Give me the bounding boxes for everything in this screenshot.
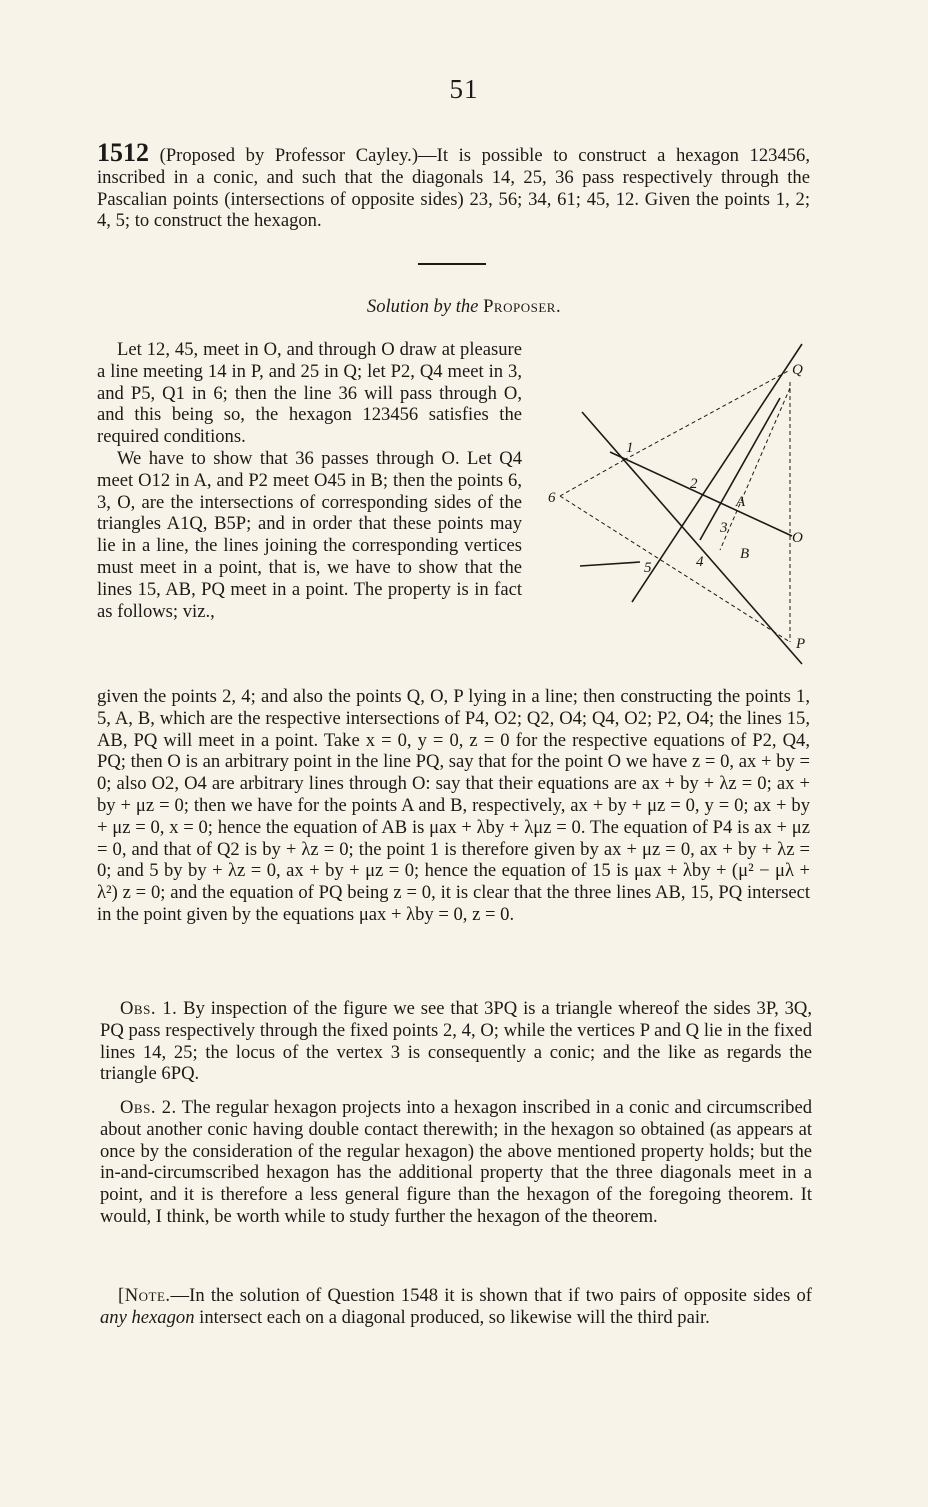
figure-label-B: B [740,546,750,562]
geometric-figure [540,340,820,680]
figure-line-diagonal-14 [582,412,802,664]
section-divider [418,263,486,265]
question-number: 1512 [97,138,149,167]
note-emphasis: any hexagon [100,1306,195,1328]
solution-heading-prefix: Solution by the [366,296,479,317]
solution-column-text [97,339,522,622]
editor-note [100,1285,812,1329]
figure-label-A: A [736,494,746,510]
observation-1-text: By inspection of the figure we see that 3PQ is a triangle whereof the sides 3P, 3Q, PQ pass respectively through the fixed points 2, 4, O; while the vertices P and Q lie in the fixed lines 14, 25; the locus of the vertex 3 is consequently a conic; and the like as regards the triangle 6PQ. [100,998,812,1085]
solution-continuation: given the points 2, 4; and also the points Q, O, P lying in a line; then constructing the points 1, 5, A, B, which are the respective intersections of P4, O2; Q2, O4; Q4, O2; P2, O4; the lines 15, AB, PQ will meet in a point. Take x = 0, y = 0, z = 0 for the respective equations of P2, Q4, PQ; then O is an arbitrary point in the line PQ, say that for the point O we have z = 0, ax + by = 0; also O2, O4 are arbitrary lines through O: say that their equations are ax + by + λz = 0; ax + by + μz = 0; then we have for the points A and B, respectively, ax + by + μz = 0, y = 0; ax + by + μz = 0, x = 0; hence the equation of AB is μax + λby + λμz = 0. The equation of P4 is ax + μz = 0, and that of Q2 is by + λz = 0; the point 1 is therefore given by ax + μz = 0, ax + by + λz = 0; and 5 by by + λz = 0, ax + by + μz = 0; hence the equation of 15 is μax + λby + (μ² − μλ + λ²) z = 0; and the equation of PQ being z = 0, it is clear that the three lines AB, 15, PQ intersect in the point given by the equations μax + λby = 0, z = 0. [97,686,810,925]
observation-2-label: Obs. 2. [120,1097,177,1118]
figure-label-P: P [796,636,806,652]
solution-paragraph-2: We have to show that 36 passes through O. Let Q4 meet O12 in A, and P2 meet O45 in B; then the points 6, 3, O, are the intersections of corresponding sides of the triangles A1Q, B5P; and in order that these points may lie in a line, the lines joining the corresponding vertices must meet in a point, that is, we have to show that the lines 15, AB, PQ meet in a point. The property is in fact as follows; viz., [97,447,522,622]
figure-line-1-O [610,452,792,536]
figure-label-2: 2 [690,476,698,492]
figure-label-4: 4 [696,554,704,570]
solution-heading-name: Proposer. [483,296,562,317]
figure-dash-Q-4 [720,388,790,550]
note-text-after: intersect each on a diagonal produced, so likewise will the third pair. [199,1306,710,1328]
note-label: [Note. [118,1285,171,1306]
figure-line-2 [700,398,780,540]
figure-label-3: 3 [720,520,728,536]
figure-label-6: 6 [548,490,556,506]
observation-1-label: Obs. 1. [120,998,178,1019]
observation-2-text: The regular hexagon projects into a hexagon inscribed in a conic and circumscribed about another conic having double contact therewith; in the hexagon so obtained (as appears at once by the consideration of the regular hexagon) the above mentioned property holds; but the in-and-circumscribed hexagon has the additional property that the three diagonals meet in a point, and it is therefore a less general figure than the hexagon of the foregoing theorem. It would, I think, be worth while to study further the hexagon of the theorem. [100,1097,813,1227]
question-text: (Proposed by Professor Cayley.)—It is possible to construct a hexagon 123456, inscribed in a conic, and such that the diagonals 14, 25, 36 pass respectively through the Pascalian points (intersections of opposite sides) 23, 56; 34, 61; 45, 12. Given the points 1, 2; 4, 5; to construct the hexagon. [97,145,810,232]
figure-line-left-5 [580,562,640,566]
observation-2 [100,1097,812,1228]
page-number: 51 [449,74,479,104]
figure-label-O: O [792,530,803,546]
question-paragraph [97,138,810,232]
figure-label-Q: Q [792,362,803,378]
figure-dash-6-1 [560,460,624,496]
figure-line-Q-5 [632,344,802,602]
observation-1 [100,998,812,1085]
note-text-before: —In the solution of Question 1548 it is shown that if two pairs of opposite sides of [170,1285,812,1306]
figure-label-5: 5 [644,560,652,576]
solution-heading [0,296,928,318]
figure-label-1: 1 [626,440,634,456]
solution-paragraph-1: Let 12, 45, meet in O, and through O draw at pleasure a line meeting 14 in P, and 25 in Q; let P2, Q4 meet in 3, and P5, Q1 in 6; then the line 36 will pass through O, and this being so, the hexagon 123456 satisfies the required conditions. [97,339,522,448]
